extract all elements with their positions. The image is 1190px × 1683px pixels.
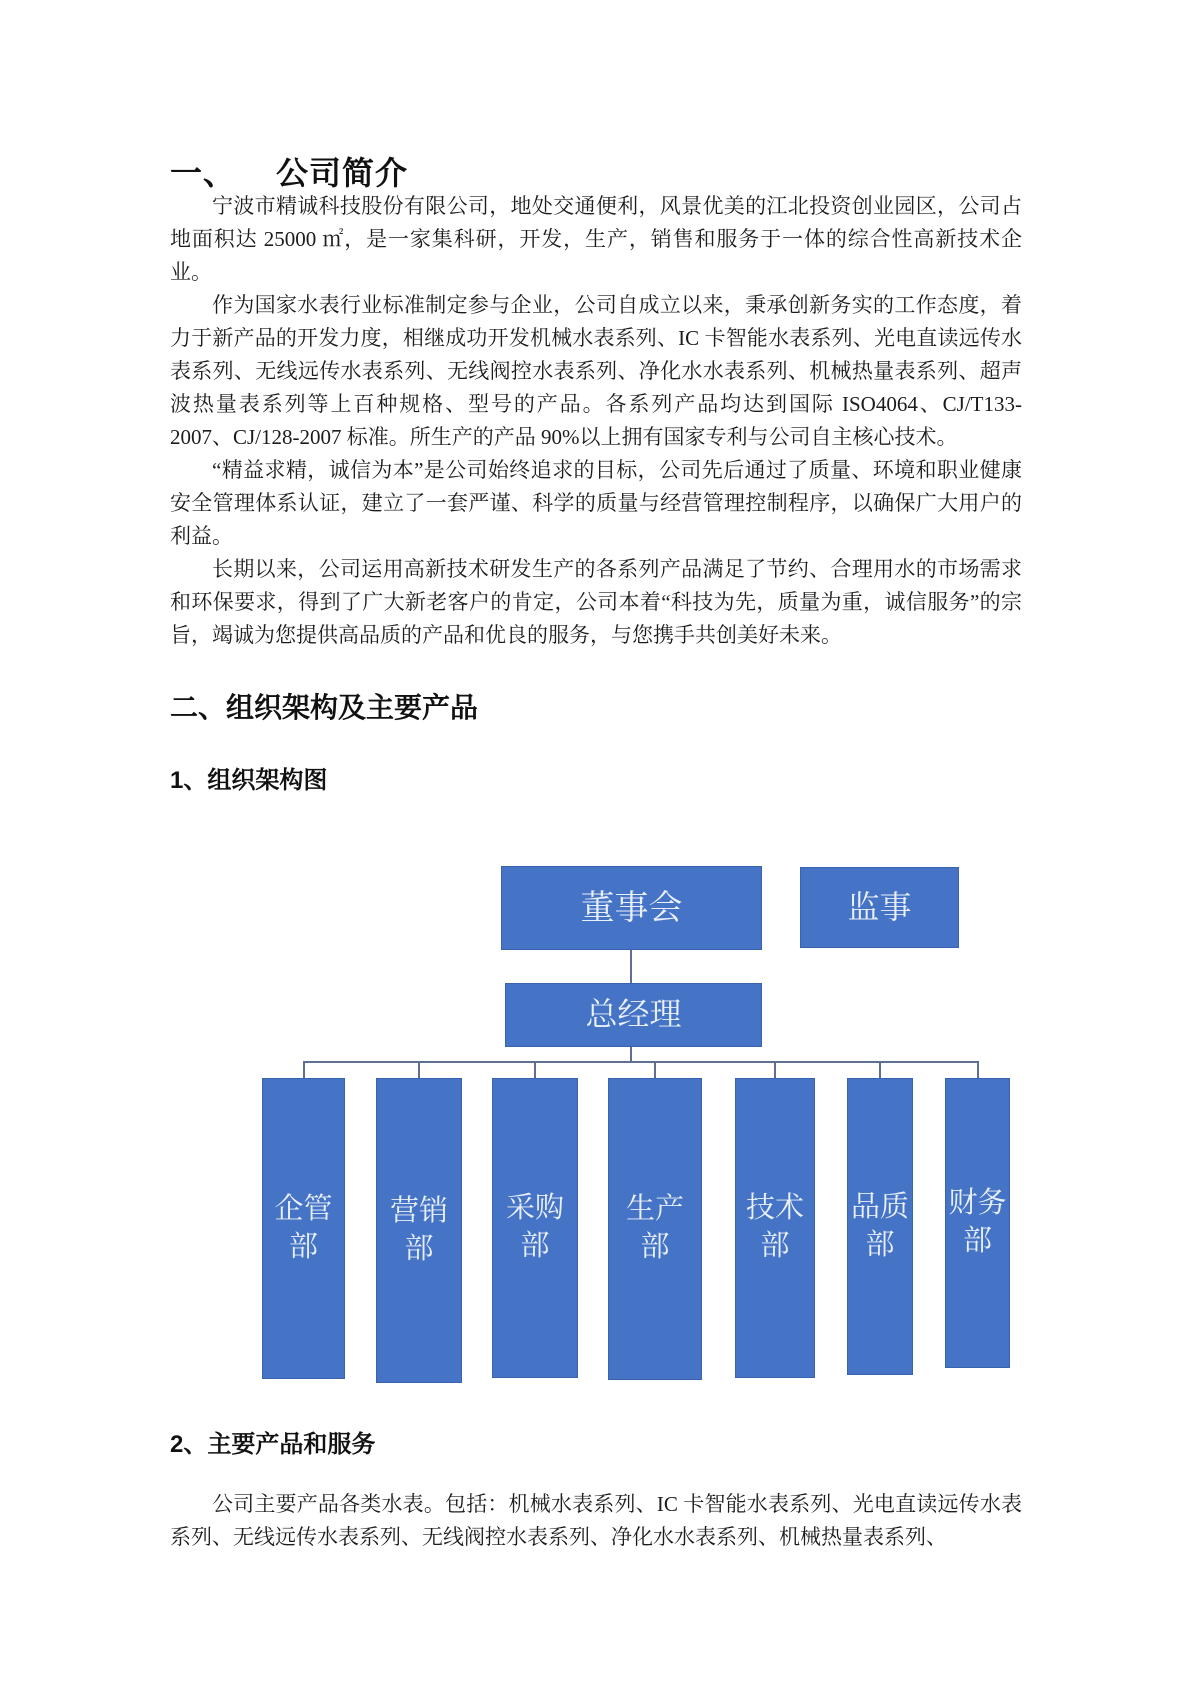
connector-line: [630, 950, 632, 983]
connector-line: [654, 1061, 656, 1078]
org-node-gm-label: 总经理: [585, 996, 682, 1033]
org-node-dept-5: [735, 1078, 815, 1378]
connector-line: [774, 1061, 776, 1078]
subheading-org-chart: 1、组织架构图: [170, 767, 328, 794]
org-node-dept-2-label: 营销 部: [389, 1194, 448, 1265]
org-node-dept-3: [492, 1078, 578, 1378]
connector-line: [630, 1047, 632, 1062]
org-node-supervisor-label: 监事: [847, 888, 912, 925]
connector-line: [418, 1061, 420, 1078]
org-node-dept-6: [847, 1078, 913, 1375]
paragraph-quality-policy: “精益求精，诚信为本”是公司始终追求的目标，公司先后通过了质量、环境和职业健康安全管理体系认证，建立了一套严谨、科学的质量与经营管理控制程序，以确保广大用户的利益。: [170, 458, 1022, 548]
connector-line: [303, 1061, 305, 1078]
paragraph-main-products: 公司主要产品各类水表。包括：机械水表系列、IC 卡智能水表系列、光电直读远传水表系列、无线远传水表系列、无线阀控水表系列、净化水水表系列、机械热量表系列、: [170, 1492, 1022, 1549]
section2-numbering: 二、: [170, 692, 227, 723]
org-node-gm: [505, 983, 762, 1047]
org-node-dept-3-label: 采购 部: [505, 1192, 564, 1262]
org-node-dept-5-label: 技术 部: [745, 1192, 804, 1262]
org-node-dept-1-label: 企管 部: [274, 1192, 333, 1263]
org-node-board-label: 董事会: [580, 888, 683, 927]
paragraph-market-commitment: 长期以来，公司运用高新技术研发生产的各系列产品满足了节约、合理用水的市场需求和环保要求，得到了广大新老客户的肯定，公司本着“科技为先，质量为重，诚信服务”的宗旨，竭诚为您提供高品质的产品和优良的服务，与您携手共创美好未来。: [170, 557, 1022, 647]
subheading-products-services: 2、主要产品和服务: [170, 1431, 376, 1458]
org-node-board: [501, 866, 762, 950]
org-node-dept-2: [376, 1078, 462, 1383]
paragraph-products-standards: 作为国家水表行业标准制定参与企业，公司自成立以来，秉承创新务实的工作态度，着力于新产品的开发力度，相继成功开发机械水表系列、IC 卡智能水表系列、光电直读远传水表系列、无线远传水表系列、无线阀控水表系列、净化水水表系列、机械热量表系列、超声波热量表系列等上百种规格、型号的产品。各系列产品均达到国际 ISO4064、CJ/T133-2007、CJ/128-2007 标准。所生产的产品 90%以上拥有国家专利与公司自主核心技术。: [170, 293, 1022, 449]
org-node-dept-6-label: 品质 部: [850, 1190, 909, 1261]
connector-line: [879, 1061, 881, 1078]
org-node-dept-4: [608, 1078, 702, 1380]
connector-line: [977, 1061, 979, 1078]
section2-title: 组织架构及主要产品: [226, 692, 479, 723]
org-node-supervisor: [800, 867, 959, 948]
connector-line: [303, 1061, 979, 1063]
org-node-dept-7-label: 财务 部: [948, 1187, 1007, 1257]
org-node-dept-1: [262, 1078, 345, 1379]
section1-title: 公司简介: [276, 155, 409, 191]
org-node-dept-7: [945, 1078, 1010, 1368]
org-node-dept-4-label: 生产 部: [625, 1193, 684, 1263]
connector-line: [534, 1061, 536, 1078]
section1-numbering: 一、: [170, 155, 237, 191]
paragraph-company-overview: 宁波市精诚科技股份有限公司，地处交通便利，风景优美的江北投资创业园区，公司占地面积达 25000 ㎡，是一家集科研，开发，生产，销售和服务于一体的综合性高新技术企业。: [170, 194, 1022, 284]
